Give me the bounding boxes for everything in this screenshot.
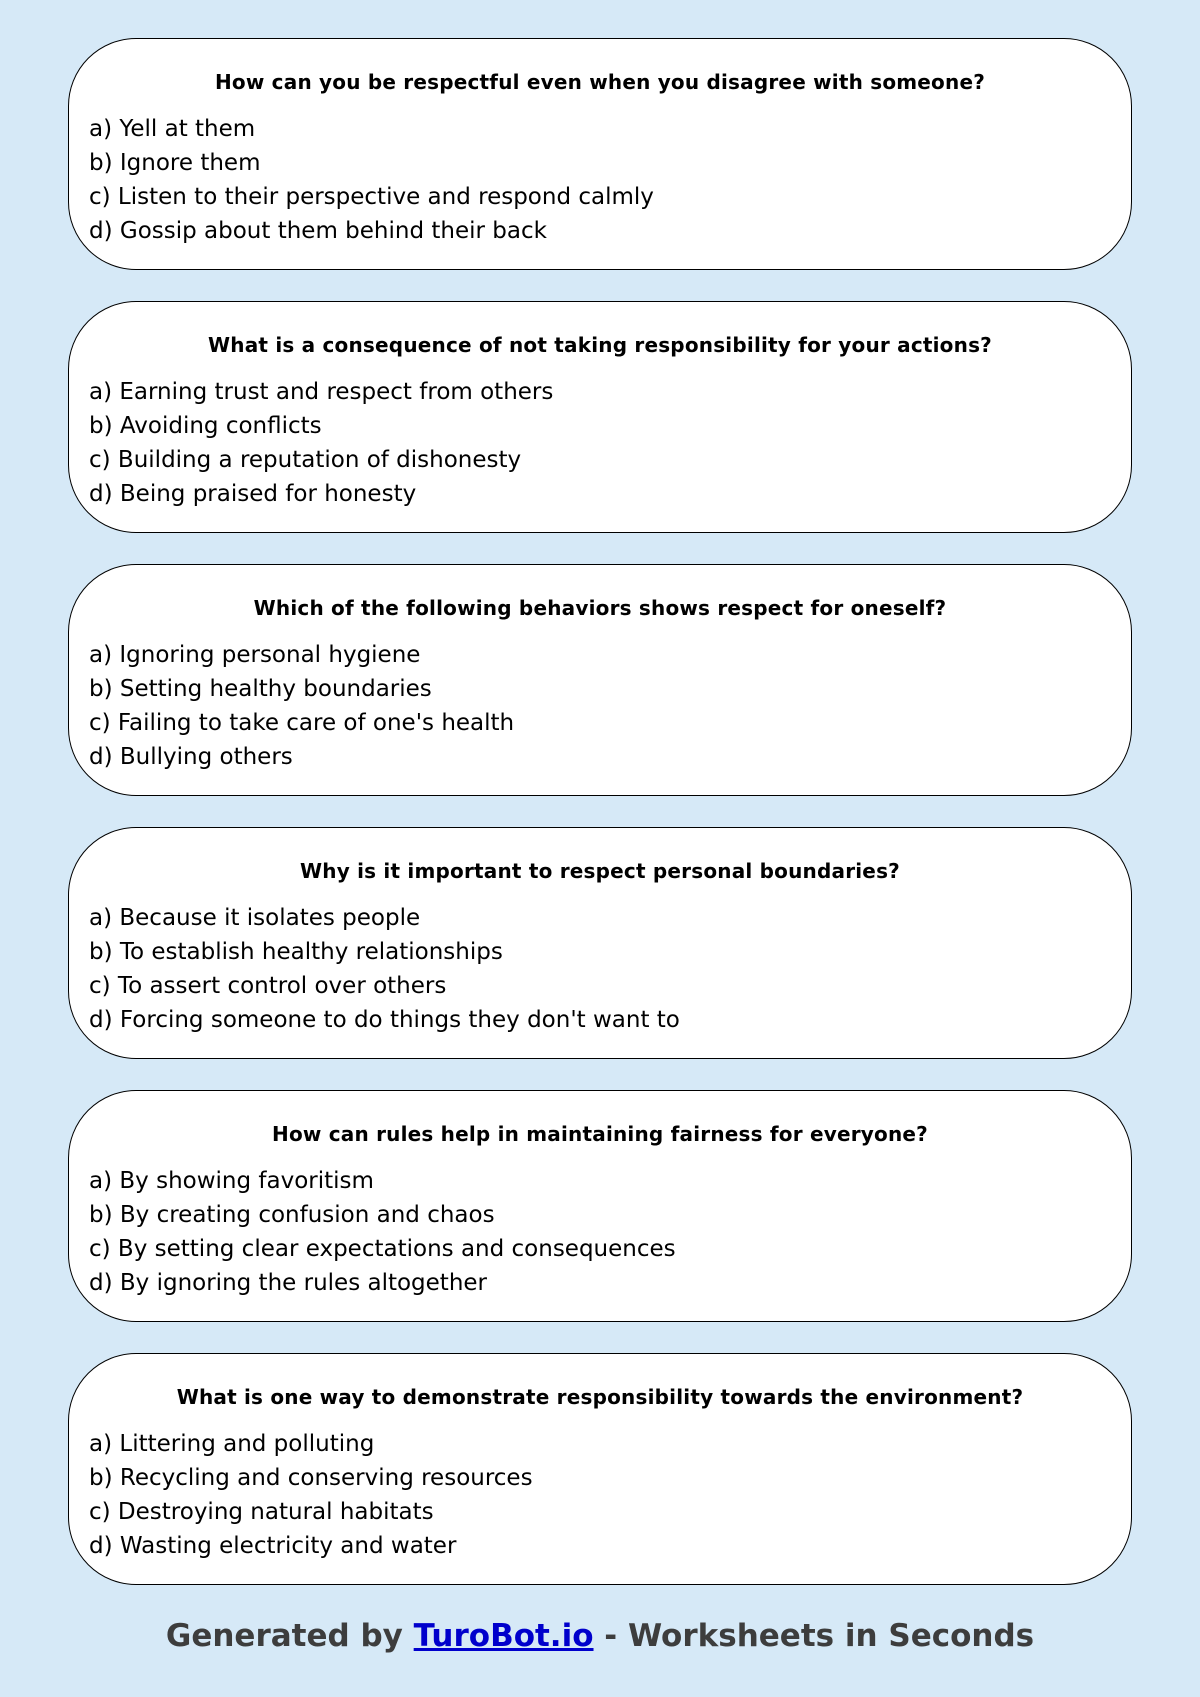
option-c: c) Building a reputation of dishonesty [89, 447, 522, 473]
option-list [89, 375, 1111, 511]
footer [0, 1618, 1200, 1654]
option-d: d) By ignoring the rules altogether [89, 1270, 488, 1296]
option-a: a) Ignoring personal hygiene [89, 642, 421, 668]
question-list [68, 38, 1132, 1616]
question-text: How can you be respectful even when you disagree with someone? [214, 70, 986, 94]
question-text: What is one way to demonstrate responsibility towards the environment? [176, 1385, 1024, 1409]
option-d: d) Wasting electricity and water [89, 1533, 457, 1559]
option-list [89, 638, 1111, 774]
option-c: c) By setting clear expectations and consequences [89, 1236, 676, 1262]
option-a: a) By showing favoritism [89, 1168, 374, 1194]
footer-prefix: Generated by [165, 1618, 414, 1654]
option-list [89, 901, 1111, 1037]
option-a: a) Because it isolates people [89, 905, 421, 931]
footer-suffix: - Worksheets in Seconds [593, 1618, 1035, 1654]
question-card [68, 827, 1132, 1059]
option-b: b) By creating confusion and chaos [89, 1202, 495, 1228]
option-d: d) Being praised for honesty [89, 481, 417, 507]
option-a: a) Earning trust and respect from others [89, 379, 554, 405]
option-d: d) Gossip about them behind their back [89, 218, 547, 244]
option-d: d) Forcing someone to do things they don't want to [89, 1007, 680, 1033]
option-b: b) Avoiding conflicts [89, 413, 322, 439]
question-card [68, 301, 1132, 533]
question-text: Why is it important to respect personal boundaries? [300, 859, 900, 883]
option-d: d) Bullying others [89, 744, 293, 770]
option-list [89, 1427, 1111, 1563]
option-b: b) Ignore them [89, 150, 261, 176]
option-c: c) Listen to their perspective and respond calmly [89, 184, 654, 210]
question-text: Which of the following behaviors shows respect for oneself? [253, 596, 947, 620]
option-b: b) To establish healthy relationships [89, 939, 503, 965]
question-text: What is a consequence of not taking responsibility for your actions? [208, 333, 992, 357]
option-b: b) Recycling and conserving resources [89, 1465, 533, 1491]
option-a: a) Littering and polluting [89, 1431, 375, 1457]
question-card [68, 1090, 1132, 1322]
option-a: a) Yell at them [89, 116, 256, 142]
option-c: c) Failing to take care of one's health [89, 710, 515, 736]
question-card [68, 38, 1132, 270]
question-card [68, 564, 1132, 796]
option-list [89, 112, 1111, 248]
turobot-link[interactable]: TuroBot.io [413, 1618, 594, 1654]
question-card [68, 1353, 1132, 1585]
option-b: b) Setting healthy boundaries [89, 676, 432, 702]
option-list [89, 1164, 1111, 1300]
option-c: c) To assert control over others [89, 973, 447, 999]
option-c: c) Destroying natural habitats [89, 1499, 434, 1525]
question-text: How can rules help in maintaining fairness for everyone? [272, 1122, 928, 1146]
